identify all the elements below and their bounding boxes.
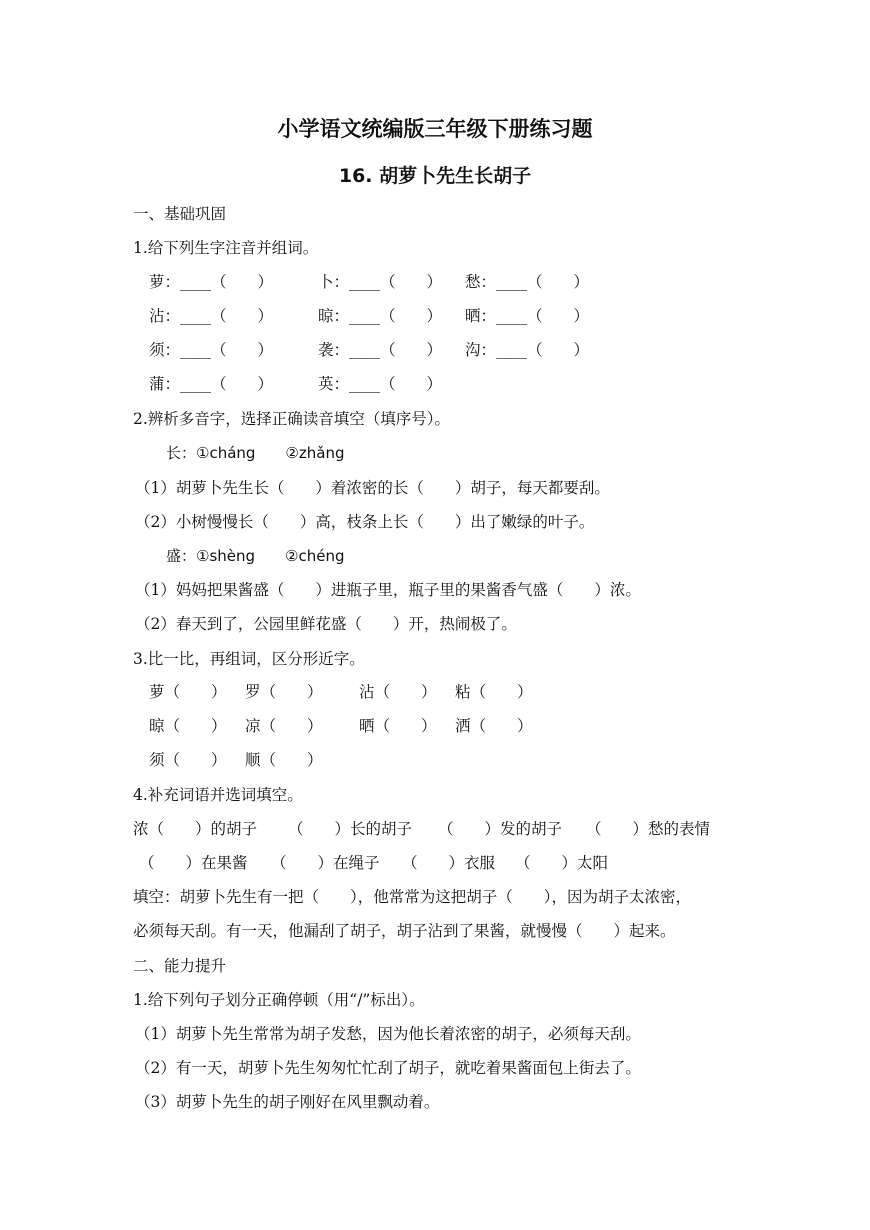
- pinyin-blank-item[interactable]: 晒：____（ ）: [465, 307, 590, 325]
- word-completion-item[interactable]: （ ）愁的表情: [586, 820, 711, 838]
- pinyin-blank-item[interactable]: 晾：____（ ）: [318, 307, 443, 325]
- section-heading-basic: 一、基础巩固: [133, 205, 227, 223]
- compare-char-item[interactable]: 顺（ ）: [245, 751, 323, 769]
- pinyin-blank-item[interactable]: 愁：____（ ）: [465, 273, 590, 291]
- pinyin-blank-item[interactable]: 沾：____（ ）: [149, 307, 274, 325]
- compare-char-item[interactable]: 罗（ ）: [245, 683, 323, 701]
- fill-sentence[interactable]: （2）春天到了，公园里鲜花盛（ ）开，热闹极了。: [135, 615, 517, 633]
- word-completion-item[interactable]: （ ）太阳: [515, 854, 609, 872]
- pause-sentence[interactable]: （1）胡萝卜先生常常为胡子发愁，因为他长着浓密的胡子，必须每天刮。: [135, 1025, 641, 1043]
- compare-char-item[interactable]: 洒（ ）: [455, 717, 533, 735]
- fill-paragraph-line[interactable]: 填空：胡萝卜先生有一把（ ），他常常为这把胡子（ ），因为胡子太浓密，: [133, 888, 692, 906]
- word-completion-item[interactable]: （ ）发的胡子: [438, 820, 563, 838]
- pause-sentence[interactable]: （2）有一天，胡萝卜先生匆匆忙忙刮了胡子，就吃着果酱面包上街去了。: [135, 1059, 641, 1077]
- pinyin-blank-item[interactable]: 萝：____（ ）: [149, 273, 274, 291]
- pinyin-blank-item[interactable]: 须：____（ ）: [149, 341, 274, 359]
- pinyin-blank-item[interactable]: 袭：____（ ）: [318, 341, 443, 359]
- fill-sentence[interactable]: （2）小树慢慢长（ ）高，枝条上长（ ）出了嫩绿的叶子。: [135, 513, 595, 531]
- section-heading-ability: 二、能力提升: [133, 957, 227, 975]
- word-completion-item[interactable]: （ ）在果酱: [139, 854, 248, 872]
- pinyin-blank-item[interactable]: 卜：____（ ）: [318, 273, 443, 291]
- compare-char-item[interactable]: 凉（ ）: [245, 717, 323, 735]
- compare-char-item[interactable]: 萝（ ）: [149, 683, 227, 701]
- compare-char-item[interactable]: 晾（ ）: [149, 717, 227, 735]
- pinyin-blank-item[interactable]: 蒲：____（ ）: [149, 375, 274, 393]
- question-prompt: 1.给下列生字注音并组词。: [133, 239, 319, 257]
- question-prompt: 4.补充词语并选词填空。: [133, 786, 303, 804]
- fill-paragraph-line[interactable]: 必须每天刮。有一天，他漏刮了胡子，胡子沾到了果酱，就慢慢（ ）起来。: [133, 922, 676, 940]
- lesson-title: 16. 胡萝卜先生长胡子: [338, 165, 532, 187]
- compare-char-item[interactable]: 须（ ）: [149, 751, 227, 769]
- fill-sentence[interactable]: （1）妈妈把果酱盛（ ）进瓶子里，瓶子里的果酱香气盛（ ）浓。: [135, 581, 641, 599]
- word-completion-item[interactable]: （ ）长的胡子: [288, 820, 413, 838]
- question-prompt: 1.给下列句子划分正确停顿（用“/”标出）。: [133, 991, 425, 1009]
- compare-char-item[interactable]: 粘（ ）: [455, 683, 533, 701]
- pinyin-blank-item[interactable]: 沟：____（ ）: [465, 341, 590, 359]
- worksheet-title: 小学语文统编版三年级下册练习题: [277, 117, 593, 141]
- pause-sentence[interactable]: （3）胡萝卜先生的胡子刚好在风里飘动着。: [135, 1093, 440, 1111]
- polyphone-options-sheng: 盛：①shèng ②chéng: [166, 547, 345, 565]
- compare-char-item[interactable]: 晒（ ）: [359, 717, 437, 735]
- fill-sentence[interactable]: （1）胡萝卜先生长（ ）着浓密的长（ ）胡子，每天都要刮。: [135, 479, 610, 497]
- polyphone-options-chang: 长：①cháng ②zhǎng: [166, 444, 345, 462]
- word-completion-item[interactable]: （ ）衣服: [402, 854, 496, 872]
- word-completion-item[interactable]: 浓（ ）的胡子: [133, 820, 258, 838]
- compare-char-item[interactable]: 沾（ ）: [359, 683, 437, 701]
- word-completion-item[interactable]: （ ）在绳子: [271, 854, 380, 872]
- question-prompt: 2.辨析多音字，选择正确读音填空（填序号）。: [133, 410, 451, 428]
- question-prompt: 3.比一比，再组词，区分形近字。: [133, 650, 365, 668]
- pinyin-blank-item[interactable]: 英：____（ ）: [318, 375, 443, 393]
